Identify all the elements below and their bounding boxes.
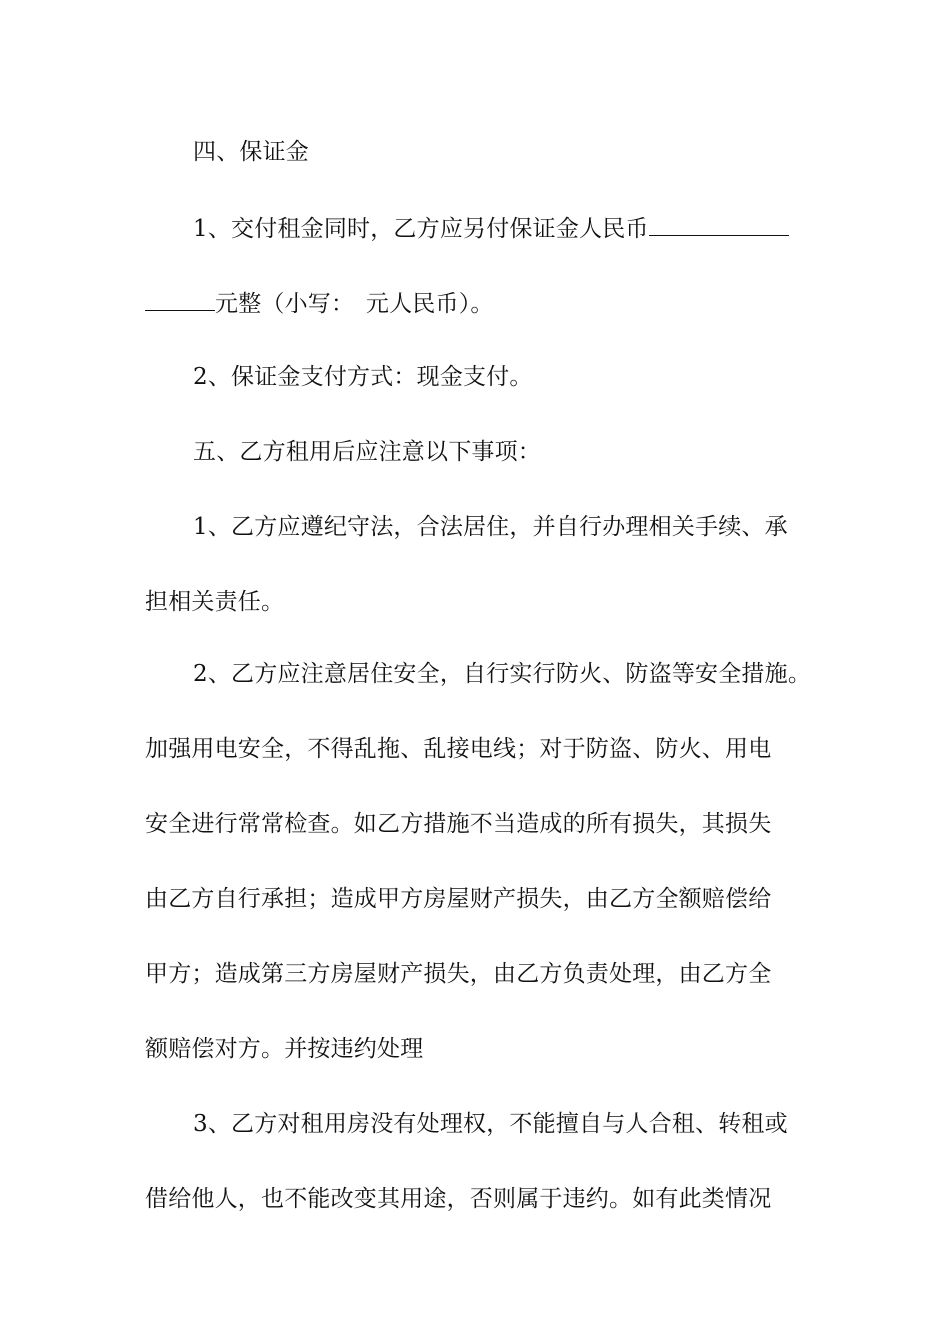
paragraph-line: 由乙方自行承担；造成甲方房屋财产损失，由乙方全额赔偿给 (145, 886, 772, 912)
section-heading-deposit: 四、保证金 (193, 139, 309, 165)
paragraph-line: 额赔偿对方。并按违约处理 (145, 1036, 424, 1062)
paragraph-line: 安全进行常常检查。如乙方措施不当造成的所有损失，其损失 (145, 811, 772, 837)
section-heading-notes: 五、乙方租用后应注意以下事项： (193, 439, 541, 465)
paragraph-line: 1、交付租金同时，乙方应另付保证金人民币 (193, 207, 810, 247)
paragraph-line: 2、保证金支付方式：现金支付。 (193, 364, 533, 390)
paragraph-line: 3、乙方对租用房没有处理权，不能擅自与人合租、转租或 (193, 1111, 788, 1137)
paragraph-line: 1、乙方应遵纪守法，合法居住，并自行办理相关手续、承 (193, 514, 788, 540)
paragraph-line: 2、乙方应注意居住安全，自行实行防火、防盗等安全措施。 (193, 661, 812, 687)
paragraph-line: 甲方；造成第三方房屋财产损失，由乙方负责处理，由乙方全 (145, 961, 772, 987)
paragraph-line: 加强用电安全，不得乱拖、乱接电线；对于防盗、防火、用电 (145, 736, 772, 762)
paragraph-line: 担相关责任。 (145, 589, 285, 615)
blank-fill-line (145, 282, 215, 311)
paragraph-line: 借给他人，也不能改变其用途，否则属于违约。如有此类情况 (145, 1186, 772, 1212)
paragraph-line: 元整（小写： 元人民币）。 (145, 282, 810, 322)
blank-fill-line (649, 207, 789, 236)
